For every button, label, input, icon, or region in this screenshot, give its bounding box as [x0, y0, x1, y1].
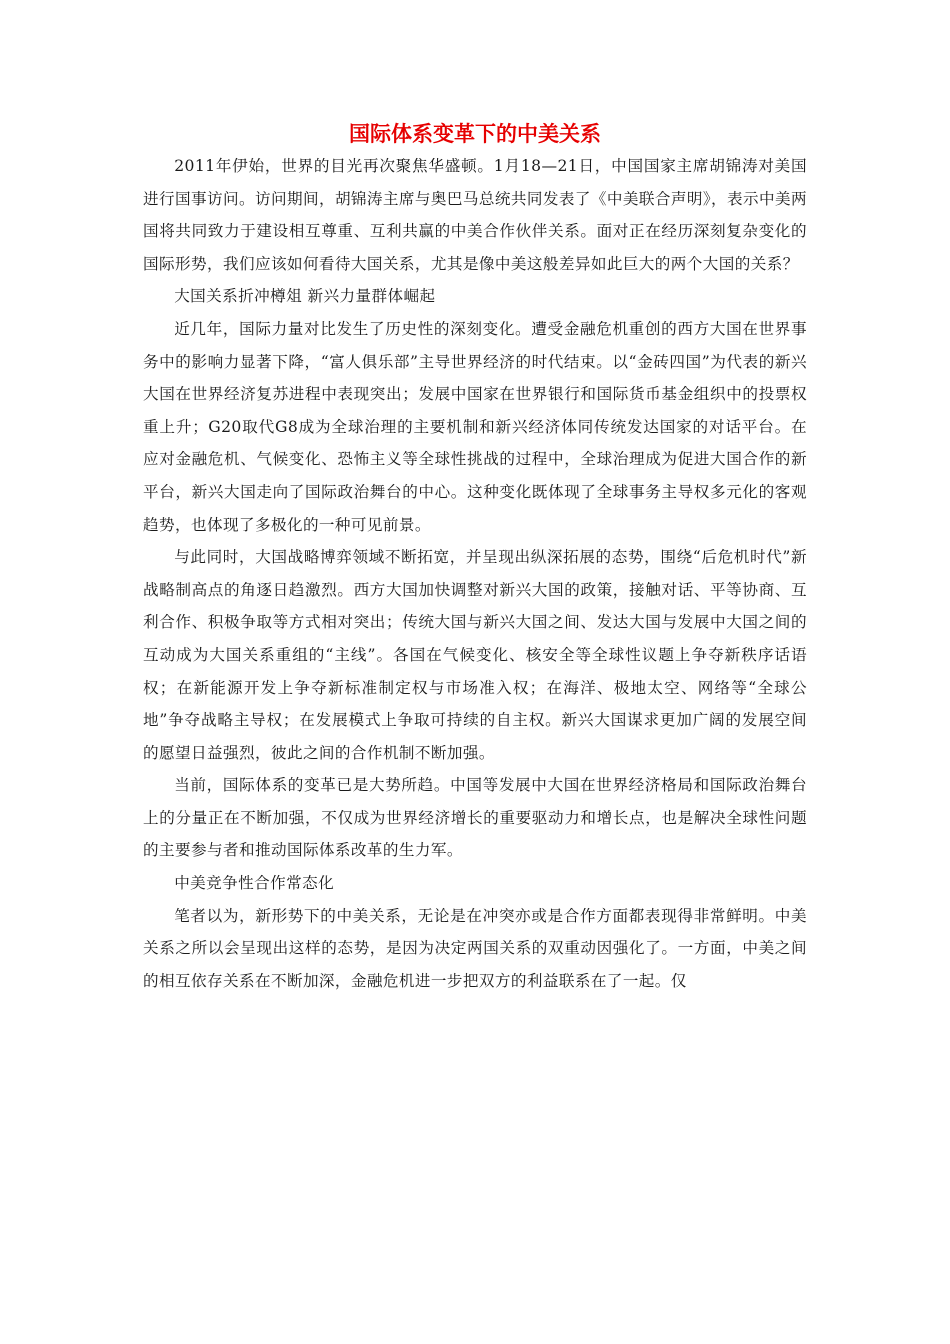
paragraph-sino-us: 笔者以为，新形势下的中美关系，无论是在冲突亦或是合作方面都表现得非常鲜明。中美关系之所以会呈现出这样的态势，是因为决定两国关系的双重动因强化了。一方面，中美之间的相互依存关系在不断加深，金融危机进一步把双方的利益联系在了一起。仅: [143, 906, 807, 990]
paragraph-intro: 2011年伊始，世界的目光再次聚焦华盛顿。1月18—21日，中国国家主席胡锦涛对美国进行国事访问。访问期间，胡锦涛主席与奥巴马总统共同发表了《中美联合声明》，表示中美两国将共同致力于建设相互尊重、互利共赢的中美合作伙伴关系。面对正在经历深刻复杂变化的国际形势，我们应该如何看待大国关系，尤其是像中美这般差异如此巨大的两个大国的关系？: [143, 157, 807, 273]
section-heading-rise: 大国关系折冲樽俎 新兴力量群体崛起: [174, 287, 436, 306]
paragraph-system-change: 当前，国际体系的变革已是大势所趋。中国等发展中大国在世界经济格局和国际政治舞台上的分量正在不断加强，不仅成为世界经济增长的重要驱动力和增长点，也是解决全球性问题的主要参与者和推动国际体系改革的生力军。: [143, 776, 807, 860]
paragraph-power-shift: 近几年，国际力量对比发生了历史性的深刻变化。遭受金融危机重创的西方大国在世界事务中的影响力显著下降，“富人俱乐部”主导世界经济的时代结束。以“金砖四国”为代表的新兴大国在世界经济复苏进程中表现突出；发展中国家在世界银行和国际货币基金组织中的投票权重上升；G20取代G8成为全球治理的主要机制和新兴经济体同传统发达国家的对话平台。在应对金融危机、气候变化、恐怖主义等全球性挑战的过程中，全球治理成为促进大国合作的新平台，新兴大国走向了国际政治舞台的中心。这种变化既体现了全球事务主导权多元化的客观趋势，也体现了多极化的一种可见前景。: [143, 319, 807, 534]
document-body: [143, 118, 807, 997]
document-title: 国际体系变革下的中美关系: [349, 122, 601, 146]
paragraph-strategic-game: 与此同时，大国战略博弈领域不断拓宽，并呈现出纵深拓展的态势，围绕“后危机时代”新战略制高点的角逐日趋激烈。西方大国加快调整对新兴大国的政策，接触对话、平等协商、互利合作、积极争取等方式相对突出；传统大国与新兴大国之间、发达大国与发展中大国之间的互动成为大国关系重组的“主线”。各国在气候变化、核安全等全球性议题上争夺新秩序话语权；在新能源开发上争夺新标准制定权与市场准入权；在海洋、极地太空、网络等“全球公地”争夺战略主导权；在发展模式上争取可持续的自主权。新兴大国谋求更加广阔的发展空间的愿望日益强烈，彼此之间的合作机制不断加强。: [143, 548, 807, 762]
section-heading-cooperation: 中美竞争性合作常态化: [174, 874, 335, 893]
